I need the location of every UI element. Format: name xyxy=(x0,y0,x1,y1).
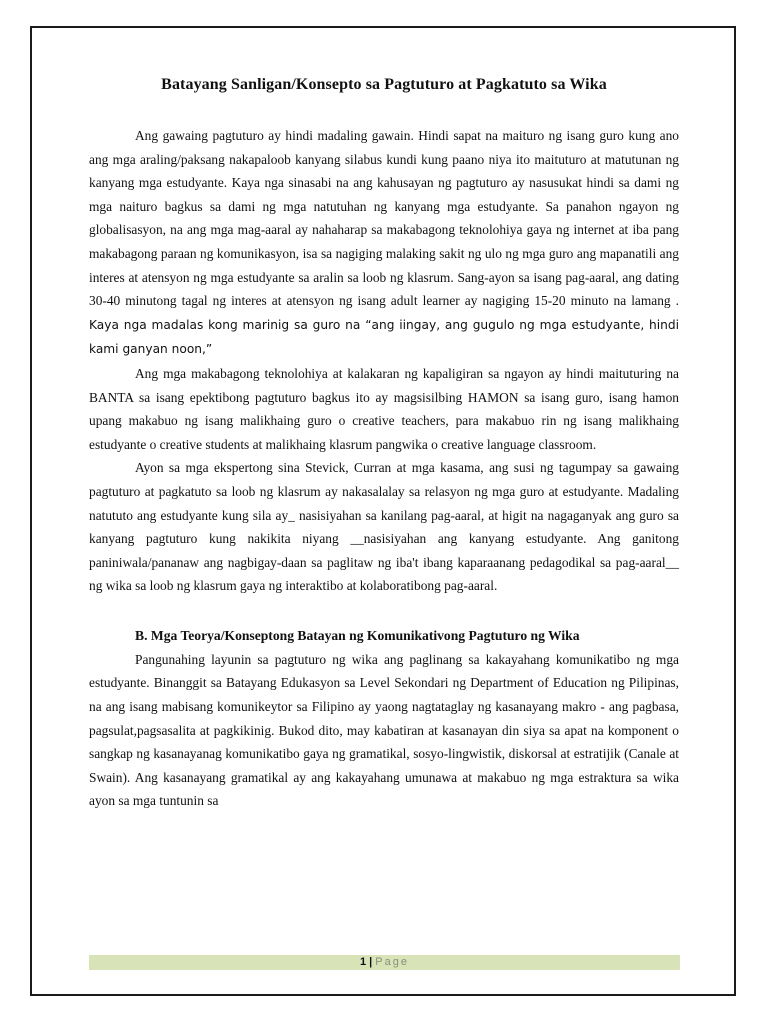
page-separator: | xyxy=(369,956,373,968)
paragraph-1 xyxy=(89,124,679,362)
section-b-heading: B. Mga Teorya/Konseptong Batayan ng Komunikativong Pagtuturo ng Wika xyxy=(135,627,580,643)
page-footer xyxy=(89,955,680,970)
paragraph-2: Ang mga makabagong teknolohiya at kalakaran ng kapaligiran sa ngayon ay hindi maituturing na BANTA sa isang epektibong pagtuturo bagkus ito ay magsisilbing HAMON sa isang guro, isang hamon upang makabuo ng isang malikhaing guro o creative teachers, para makabuo rin ng isang malikhaing estudyante o creative students at malikhaing klasrum pangwika o creative language classroom. xyxy=(89,365,679,452)
document-body xyxy=(89,76,679,813)
paragraph-1-quote: Kaya nga madalas kong marinig sa guro na “ang iingay, ang gugulo ng mga estudyante, hindi kami ganyan noon,” xyxy=(89,317,679,357)
paragraph-3: Ayon sa mga ekspertong sina Stevick, Curran at mga kasama, ang susi ng tagumpay sa gawaing pagtuturo at pagkatuto sa loob ng klasrum ay nakasalalay sa relasyon ng mga guro at estudyante. Madaling natututo ang estudyante kung sila ay_ nasisiyahan sa kanilang pag-aaral, at higit na nagaganyak ang guro sa kanyang pagtuturo kung nakikita niyang __nasisiyahan ang kanyang estudyante. Ang ganitong paniniwala/pananaw ang nagbigay-daan sa paglitaw ng iba't ibang kaparaanang pedagodikal sa pag-aaral__ ng wika sa loob ng klasrum gaya ng interaktibo at kolaboratibong pag-aaral. xyxy=(89,460,679,594)
document-title: Batayang Sanligan/Konsepto sa Pagtuturo at Pagkatuto sa Wika xyxy=(161,76,607,93)
paragraph-1-main: Ang gawaing pagtuturo ay hindi madaling gawain. Hindi sapat na maituro ng isang guro kung ano ang mga araling/paksang nakapaloob kanyang silabus kundi kung paano niya ito maituturo at matutunan ng kanyang mga estudyante. Kaya nga sinasabi na ang kahusayan ng pagtuturo ay nasusukat hindi sa dami ng mga naituro bagkus sa dami ng mga natutuhan ng kanyang mga estudyante. Sa panahon ngayon ng globalisasyon, na ang mga mag-aaral ay nahaharap sa makabagong teknolohiya gaya ng internet at iba pang makabagong paraan ng komunikasyon, isa sa nagiging malaking sakit ng ulo ng mga guro ang mapanatili ang interes at atensyon ng mga estudyante sa aralin sa loob ng klasrum. Sang-ayon sa isang pag-aaral, ang dating 30-40 minutong tagal ng interes at atensyon ng isang adult learner ay nagiging 15-20 minuto na lamang . xyxy=(89,128,679,309)
page-number: 1 xyxy=(360,956,367,968)
page-label: Page xyxy=(375,956,409,968)
section-b-paragraph: Pangunahing layunin sa pagtuturo ng wika ang paglinang sa kakayahang komunikatibo ng mga estudyante. Binanggit sa Batayang Edukasyon sa Level Sekondari ng Department of Education ng Pilipinas, na ang isang mabisang komunikeytor sa Filipino ay yaong nagtataglay ng kasanayang makro - ang pagbasa, pagsulat,pagsasalita at pagkikinig. Bukod dito, may kabatiran at kasanayan din siya sa apat na komponent o sangkap ng kasanayanag komunikatibo gaya ng gramatikal, sosyo-lingwistik, diskorsal at estratijik (Canale at Swain). Ang kasanayang gramatikal ay ang kakayahang umunawa at makabuo ng mga estraktura sa wika ayon sa mga tuntunin sa xyxy=(89,651,679,809)
